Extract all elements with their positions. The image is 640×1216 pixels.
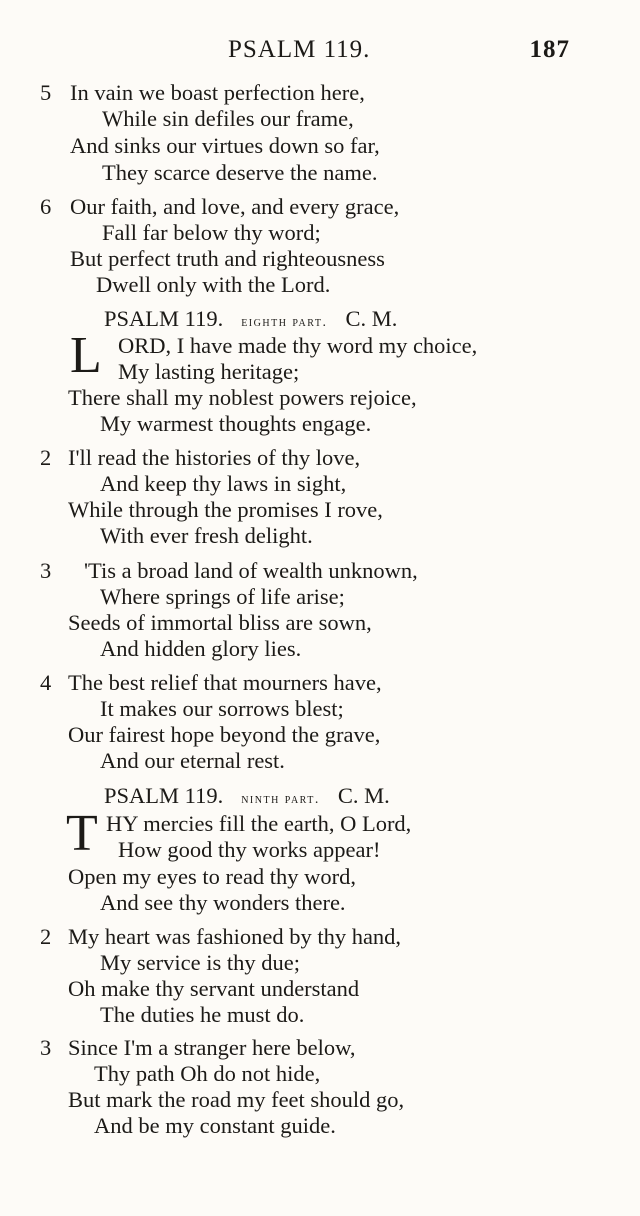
stanza-number: 3 <box>40 1035 52 1060</box>
verse-line: My lasting heritage; <box>118 359 300 384</box>
running-header <box>228 36 570 70</box>
verse-line: Since I'm a stranger here below, <box>68 1035 356 1060</box>
verse-line: There shall my noblest powers rejoice, <box>68 385 417 410</box>
verse-line: My service is thy due; <box>100 950 300 975</box>
section-heading <box>104 306 397 336</box>
verse-line: My warmest thoughts engage. <box>100 411 372 436</box>
verse-line: Our fairest hope beyond the grave, <box>68 722 381 747</box>
verse-line: While through the promises I rove, <box>68 497 383 522</box>
stanza-number: 4 <box>40 670 52 695</box>
drop-cap: T <box>66 805 98 862</box>
verse-line: HY mercies fill the earth, O Lord, <box>106 811 412 836</box>
verse-line: Seeds of immortal bliss are sown, <box>68 610 372 635</box>
verse-line: And be my constant guide. <box>94 1113 336 1138</box>
section-heading <box>104 783 390 813</box>
stanza-number: 2 <box>40 445 52 470</box>
verse-line: Dwell only with the Lord. <box>96 272 331 297</box>
verse-line: It makes our sorrows blest; <box>100 696 344 721</box>
verse-line: ORD, I have made thy word my choice, <box>118 333 478 358</box>
stanza-number: 5 <box>40 80 52 105</box>
verse-line: The best relief that mourners have, <box>68 670 382 695</box>
verse-line: And our eternal rest. <box>100 748 285 773</box>
stanza-number: 6 <box>40 194 52 219</box>
section-title: PSALM 119. <box>104 306 224 331</box>
verse-line: They scarce deserve the name. <box>102 160 378 185</box>
verse-line: And sinks our virtues down so far, <box>70 133 380 158</box>
section-title: PSALM 119. <box>104 783 224 808</box>
verse-line: Open my eyes to read thy word, <box>68 864 357 889</box>
verse-line: With ever fresh delight. <box>100 523 313 548</box>
verse-line: Oh make thy servant understand <box>68 976 360 1001</box>
verse-line: Where springs of life arise; <box>100 584 345 609</box>
verse-line: In vain we boast perfection here, <box>70 80 365 105</box>
stanza-number: 3 <box>40 558 52 583</box>
section-part: ninth part. <box>241 792 320 807</box>
verse-line: My heart was fashioned by thy hand, <box>68 924 402 949</box>
section-meter: C. M. <box>337 783 390 808</box>
page-title: PSALM 119. <box>228 36 371 63</box>
stanza-number: 2 <box>40 924 52 949</box>
verse-line: How good thy works appear! <box>118 837 381 862</box>
verse-line: But perfect truth and righteousness <box>70 246 385 271</box>
verse-line: Our faith, and love, and every grace, <box>70 194 400 219</box>
page-number: 187 <box>529 36 570 63</box>
verse-line: I'll read the histories of thy love, <box>68 445 361 470</box>
verse-line: While sin defiles our frame, <box>102 106 354 131</box>
drop-cap: L <box>70 327 102 384</box>
section-meter: C. M. <box>345 306 398 331</box>
verse-line: 'Tis a broad land of wealth unknown, <box>84 558 418 583</box>
verse-line: And keep thy laws in sight, <box>100 471 347 496</box>
verse-line: The duties he must do. <box>100 1002 305 1027</box>
verse-line: And hidden glory lies. <box>100 636 302 661</box>
verse-line: But mark the road my feet should go, <box>68 1087 405 1112</box>
verse-line: Thy path Oh do not hide, <box>94 1061 321 1086</box>
verse-line: And see thy wonders there. <box>100 890 346 915</box>
section-part: eighth part. <box>241 315 328 330</box>
verse-line: Fall far below thy word; <box>102 220 321 245</box>
